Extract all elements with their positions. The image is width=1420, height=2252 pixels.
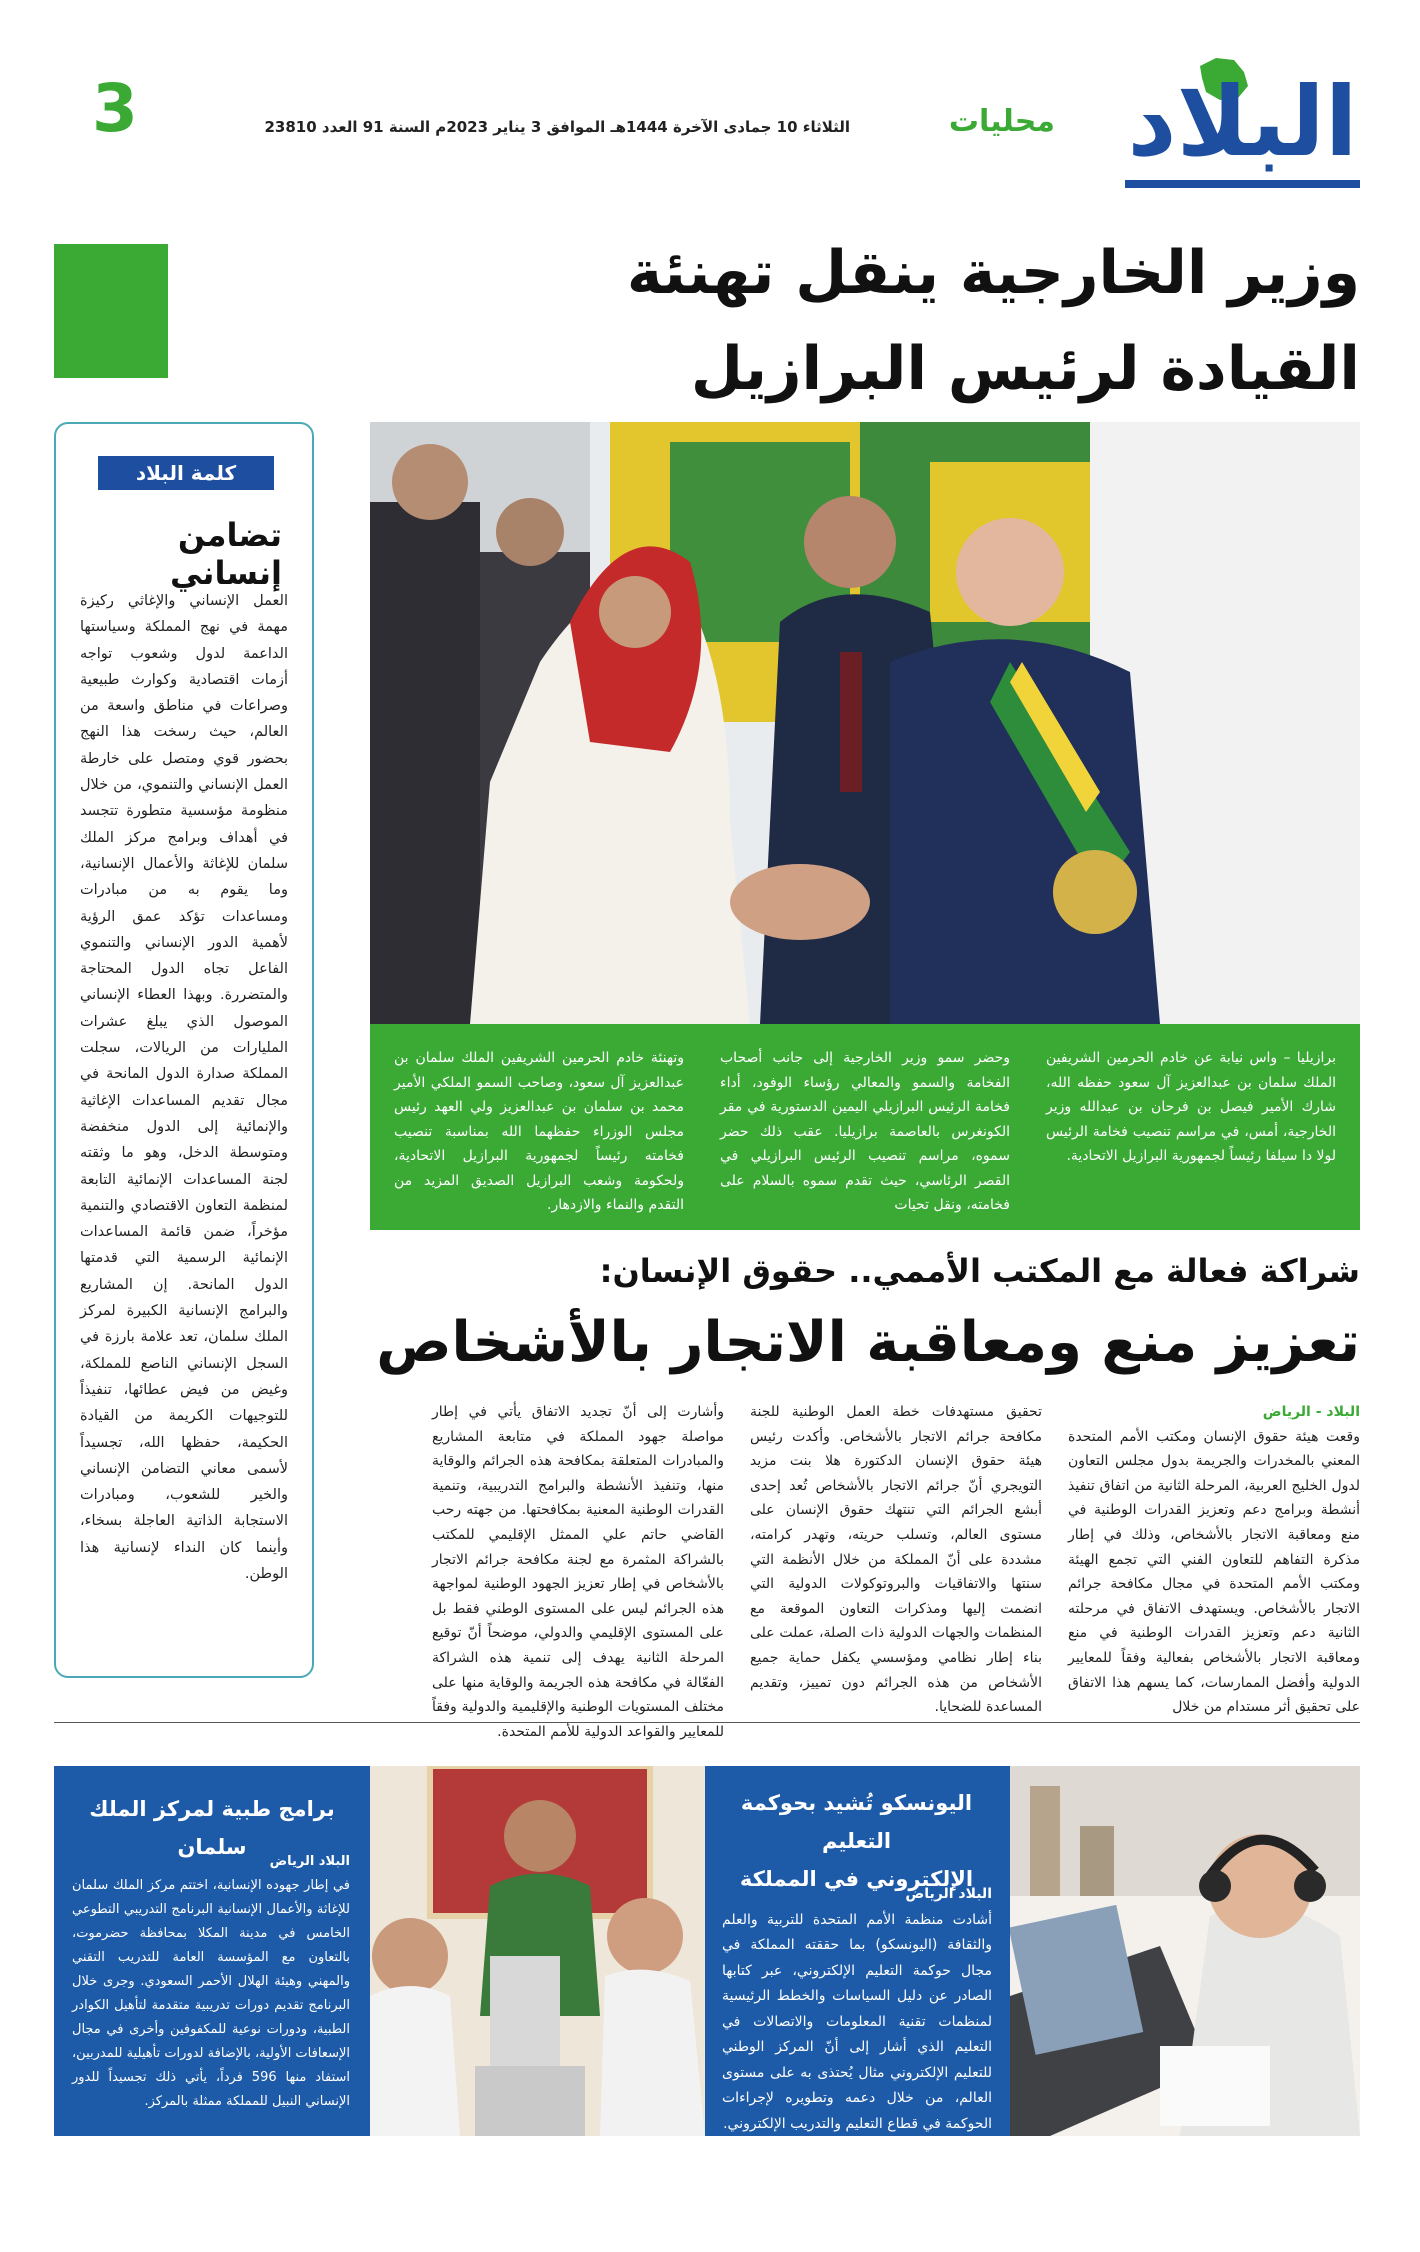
- article-column-1-text: وقعت هيئة حقوق الإنسان ومكتب الأمم المتحدة المعني بالمخدرات والجريمة بدول مجلس التعاون لدول الخليج العربية، المرحلة الثانية من اتفاق تنفيذ أنشطة وبرامج دعم وتعزيز القدرات الوطنية في منع ومعاقبة الاتجار بالأشخاص، وذلك في إطار مذكرة التفاهم للتعاون الفني التي تجمع الهيئة ومكتب الأمم المتحدة في مجال مكافحة جرائم الاتجار بالأشخاص. ويستهدف الاتفاق في مرحلته الثانية دعم وتعزيز القدرات الوطنية في منع ومعاقبة الاتجار بالأشخاص بفعالية وفقاً للمعايير الدولية وأفضل الممارسات، كما يسهم هذا الاتفاق على تحقيق أثر مستدام من خلال: [1068, 1428, 1360, 1716]
- logo-text: البلاد: [1127, 66, 1358, 178]
- ksrelief-body: في إطار جهوده الإنسانية، اختتم مركز الملك سلمان للإغاثة والأعمال الإنسانية البرنامج التدريبي التطوعي الخامس في مدينة المكلا بمحافظة حضرموت، بالتعاون مع المؤسسة العامة للتدريب التقني والمهني وهيئة الهلال الأحمر السعودي. وجرى خلال البرنامج تقديم دورات تدريبية متقدمة لتأهيل الكوادر الطبية، ودورات نوعية للمكفوفين وأخرى في مجال الإسعافات الأولية، بالإضافة لدورات تأهيلية للمدربين، استفاد منها 596 فرداً، يأتي ذلك تجسيداً للدور الإنساني النبيل للمملكة ممثلة بالمركز.: [71, 1878, 351, 2109]
- unesco-byline: البلاد الرياض: [905, 1886, 992, 1902]
- logo-underline: [1125, 180, 1360, 188]
- ksrelief-photo: [370, 1766, 705, 2136]
- main-caption-box: [370, 1024, 1360, 1230]
- main-headline-line1: وزير الخارجية ينقل تهنئة: [626, 238, 1360, 308]
- article-column-1: [1068, 1400, 1360, 1720]
- masthead-logo: [1125, 52, 1360, 192]
- unesco-title: [719, 1784, 994, 1898]
- unesco-text: [722, 1882, 992, 2137]
- article-headline: تعزيز منع ومعاقبة الاتجار بالأشخاص: [376, 1310, 1360, 1375]
- unesco-photo: [1010, 1766, 1360, 2136]
- caption-column-1: برازيليا – واس نيابة عن خادم الحرمين الشريفين الملك سلمان بن عبدالعزيز آل سعود حفظه الله، شارك الأمير فيصل بن فرحان بن عبدالله وزير الخارجية، أمس، في مراسم تنصيب فخامة الرئيس لولا دا سيلفا رئيساً لجمهورية البرازيل الاتحادية.: [1046, 1050, 1336, 1164]
- ksrelief-byline: البلاد الرياض: [269, 1854, 350, 1869]
- editorial-badge: كلمة البلاد: [98, 456, 274, 490]
- unesco-title-line2: الإلكتروني في المملكة: [739, 1867, 974, 1891]
- unesco-body: أشادت منظمة الأمم المتحدة للتربية والعلم والثقافة (اليونسكو) بما حققته المملكة في مجال حوكمة التعليم الإلكتروني، عبر كتابها الصادر عن دليل السياسات والخطط الرئيسية لمنظمات تقنية المعلومات والاتصالات في التعليم الذي أشار إلى أنّ المركز الوطني للتعليم الإلكتروني مثال يُحتذى به على مستوى العالم، من خلال دعمه وتطويره لإجراءات الحوكمة في قطاع التعليم والتدريب الإلكتروني.: [722, 1911, 992, 2132]
- main-photo: [370, 422, 1360, 1024]
- dateline: الثلاثاء 10 جمادى الآخرة 1444هـ الموافق 3 يناير 2023م السنة 91 العدد 23810: [264, 118, 850, 136]
- article-column-2: تحقيق مستهدفات خطة العمل الوطنية للجنة مكافحة جرائم الاتجار بالأشخاص. وأكدت رئيس هيئة حقوق الإنسان الدكتورة هلا بنت مزيد التويجري أنّ جرائم الاتجار بالأشخاص تُعد إحدى أبشع الجرائم التي تنتهك حقوق الإنسان على مستوى العالم، وتسلب حريته، وتهدر كرامته، مشددة على أنّ المملكة من خلال الأنظمة التي سنتها والاتفاقيات والبروتوكولات الدولية التي انضمت إليها ومذكرات التعاون الموقعة مع المنظمات والجهات الدولية ذات الصلة، عملت على بناء إطار نظامي ومؤسسي يكفل حماية جميع الأشخاص من هذه الجرائم دون تمييز، وتقديم المساعدة للضحايا.: [750, 1404, 1042, 1716]
- section-label: محليات: [948, 104, 1055, 139]
- main-headline-line2: القيادة لرئيس البرازيل: [690, 334, 1360, 404]
- caption-column-2: وحضر سمو وزير الخارجية إلى جانب أصحاب الفخامة والسمو والمعالي رؤساء الوفود، أداء فخامة الرئيس البرازيلي اليمين الدستورية في مقر الكونغرس بالعاصمة برازيليا. عقب ذلك حضر سموه، مراسم تنصيب الرئيس البرازيلي في القصر الرئاسي، حيث تقدم سموه بالسلام على فخامته، ونقل تحيات: [720, 1050, 1010, 1213]
- ksrelief-text: [72, 1850, 350, 2114]
- unesco-box: [705, 1766, 1010, 2136]
- green-decor-block: [54, 244, 168, 378]
- editorial-body: العمل الإنساني والإغاثي ركيزة مهمة في نهج المملكة وسياستها الداعمة لدول وشعوب تواجه أزمات اقتصادية وكوارث طبيعية وصراعات في مناطق واسعة من العالم، حيث رسخت هذا النهج بحضور قوي ومتصل على خارطة العمل الإنساني والتنموي، من خلال منظومة مؤسسية متطورة تتجسد في أهداف وبرامج مركز الملك سلمان للإغاثة والأعمال الإنسانية، وما يقوم به من مبادرات ومساعدات تؤكد عمق الرؤية لأهمية الدور الإنساني والتنموي الفاعل تجاه الدول المحتاجة والمتضررة. وبهذا العطاء الإنساني الموصول الذي يبلغ عشرات المليارات من الريالات، سجلت المملكة صدارة الدول المانحة في مجال تقديم المساعدات الإغاثية والإنمائية إلى الدول منخفضة ومتوسطة الدخل، وهو ما وثقته لجنة المساعدات الإنمائية التابعة لمنظمة التعاون الاقتصادي والتنمية مؤخراً، ضمن قائمة المساعدات الإنمائية الرسمية التي قدمتها الدول المانحة. إن المشاريع والبرامج الإنسانية الكبيرة لمركز الملك سلمان، تعد علامة بارزة في السجل الإنساني الناصع للمملكة، وغيض من فيض عطائها، تنفيذاً للتوجيهات الكريمة من القيادة الحكيمة، حفظها الله، تجسيداً لأسمى معاني التضامن الإنساني والخير للشعوب، ومبادرات الاستجابة الذاتية العاجلة بسخاء، وأينما كان النداء لإنسانية هذا الوطن.: [80, 593, 288, 1582]
- editorial-title: تضامن إنساني: [170, 516, 282, 592]
- article-byline: البلاد - الرياض: [1262, 1404, 1360, 1420]
- ksrelief-box: [54, 1766, 370, 2136]
- page-number: 3: [92, 70, 138, 147]
- unesco-title-line1: اليونسكو تُشيد بحوكمة التعليم: [740, 1791, 973, 1853]
- caption-column-3: وتهنئة خادم الحرمين الشريفين الملك سلمان بن عبدالعزيز آل سعود، وصاحب السمو الملكي الأمير محمد بن سلمان بن عبدالعزيز ولي العهد رئيس مجلس الوزراء حفظهما الله بمناسبة تنصيب فخامته رئيساً لجمهورية البرازيل الاتحادية، ولحكومة وشعب البرازيل الصديق المزيد من التقدم والنماء والازدهار.: [394, 1050, 684, 1213]
- main-headline: [460, 225, 1360, 417]
- article-kicker: شراكة فعالة مع المكتب الأممي.. حقوق الإنسان:: [599, 1252, 1360, 1290]
- section-divider: [54, 1722, 1360, 1723]
- ksrelief-title: برامج طبية لمركز الملك سلمان: [89, 1797, 335, 1859]
- article-column-3: وأشارت إلى أنّ تجديد الاتفاق يأتي في إطار مواصلة جهود المملكة في متابعة المشاريع والمبادرات المتعلقة بمكافحة هذه الجرائم والوقاية منها، وتنفيذ الأنشطة والبرامج التدريبية، وتنمية القدرات الوطنية المعنية بمكافحتها. من جهته رحب القاضي حاتم علي الممثل الإقليمي للمكتب بالشراكة المثمرة مع لجنة مكافحة جرائم الاتجار بالأشخاص في إطار تعزيز الجهود الوطنية لمواجهة هذه الجرائم ليس على المستوى الوطني فقط بل على المستوى الإقليمي والدولي، موضحاً أنّ توقيع المرحلة الثانية يهدف إلى تنمية هذه الشراكة الفعّالة في مكافحة هذه الجريمة والوقاية منها على مختلف المستويات الوطنية والإقليمية والدولية وفقاً للمعايير والقواعد الدولية للأمم المتحدة.: [432, 1404, 724, 1740]
- editorial-sidebar: [54, 422, 314, 1678]
